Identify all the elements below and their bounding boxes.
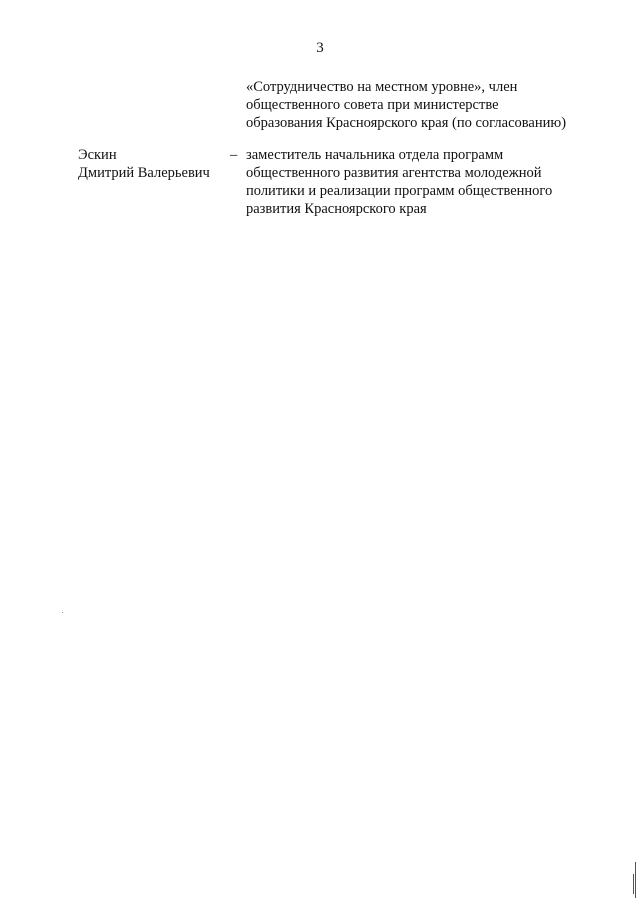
scan-edge-mark	[635, 862, 636, 898]
description-line: общественного развития агентства молодежной	[246, 165, 542, 181]
description-line: развития Красноярского края	[246, 201, 427, 217]
previous-member-description-continuation	[246, 78, 616, 132]
description-line: заместитель начальника отдела программ	[246, 147, 504, 163]
description-line: общественного совета при министерстве	[246, 97, 499, 113]
member-description	[246, 146, 616, 218]
page-number: 3	[316, 40, 324, 56]
scan-speck	[62, 612, 63, 613]
member-name	[78, 146, 210, 182]
member-surname: Эскин	[78, 147, 117, 163]
description-line: политики и реализации программ общественного	[246, 183, 553, 199]
description-line: образования Красноярского края (по согласованию)	[246, 115, 567, 131]
member-given-names: Дмитрий Валерьевич	[78, 165, 210, 181]
description-line: «Сотрудничество на местном уровне», член	[246, 79, 518, 95]
member-dash: –	[230, 147, 238, 163]
scan-edge-mark	[633, 874, 634, 894]
